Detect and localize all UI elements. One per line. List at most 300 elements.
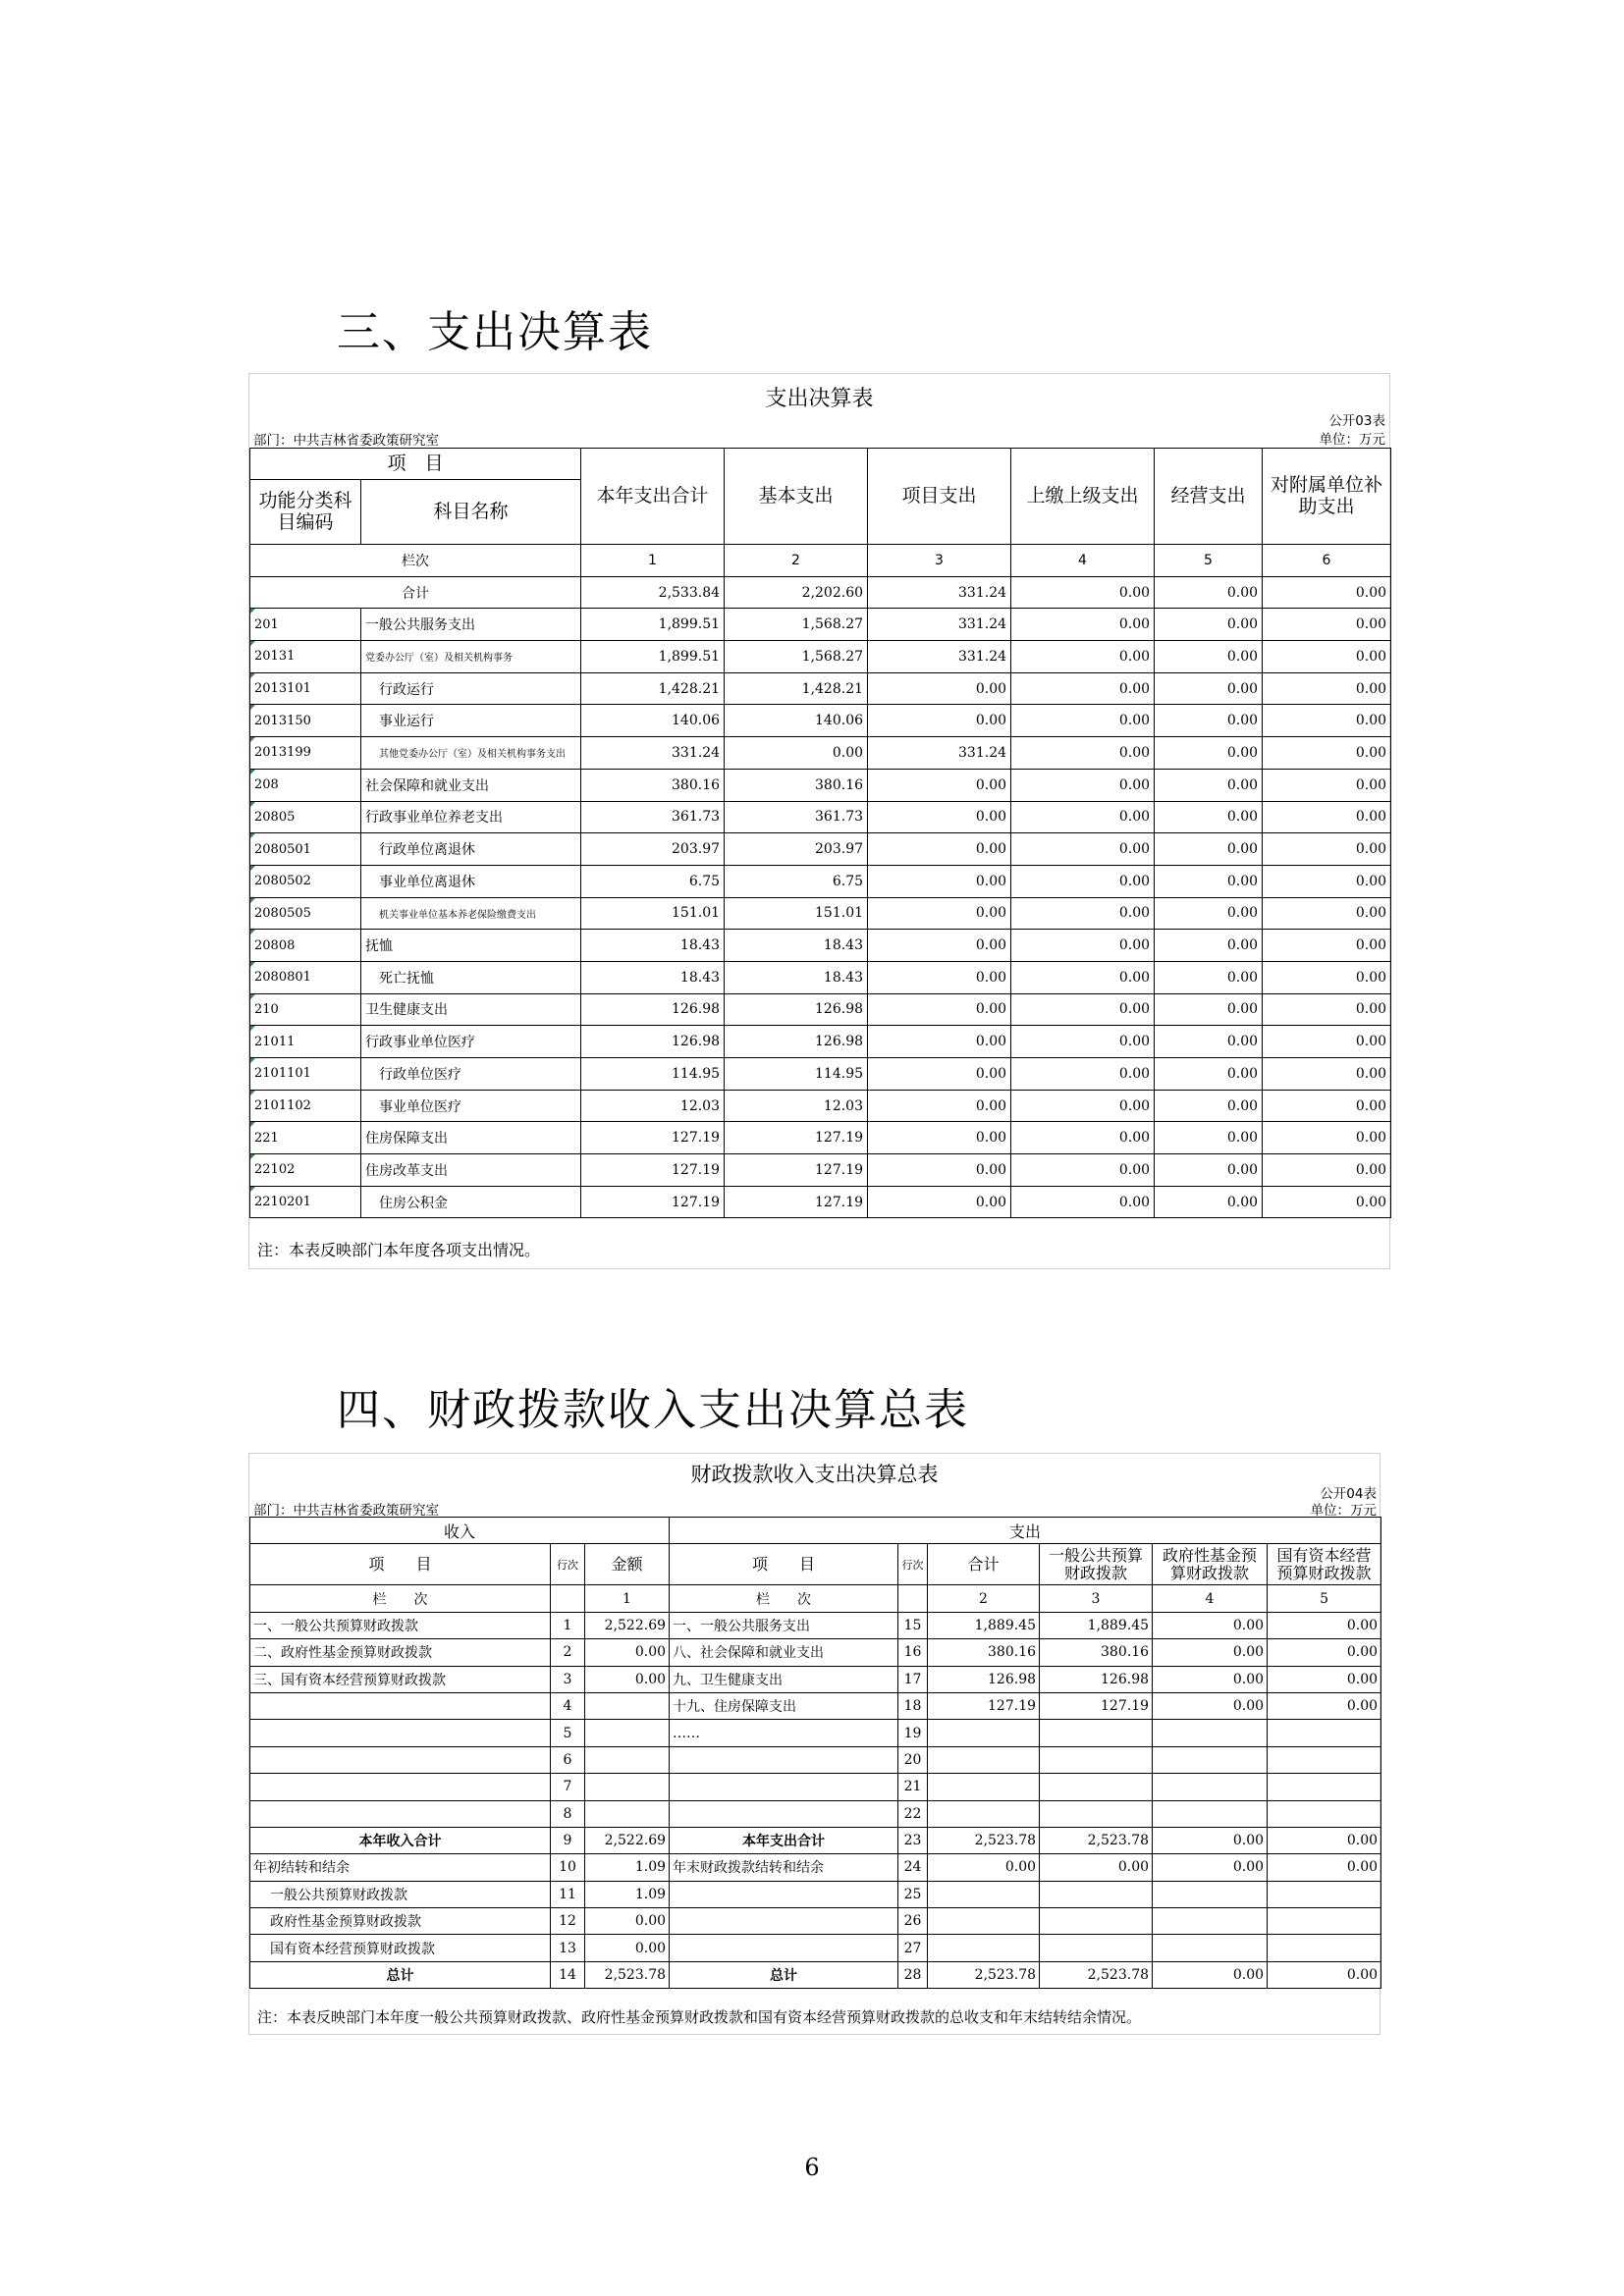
income-line-no: 1 bbox=[551, 1612, 585, 1638]
expense-line-no: 20 bbox=[898, 1746, 928, 1773]
amount-cell: 1,428.21 bbox=[581, 672, 725, 705]
amount-cell: 0.00 bbox=[725, 737, 868, 770]
expense-amount: 0.00 bbox=[1153, 1692, 1268, 1719]
amount-cell: 1,428.21 bbox=[725, 672, 868, 705]
table-row bbox=[250, 833, 1391, 866]
table-row bbox=[250, 1720, 1381, 1746]
total-cell: 2,202.60 bbox=[725, 576, 868, 609]
amount-cell: 0.00 bbox=[1155, 705, 1263, 737]
table-row bbox=[250, 1774, 1381, 1800]
amount-cell: 380.16 bbox=[725, 769, 868, 801]
amount-cell: 0.00 bbox=[1155, 1122, 1263, 1154]
amount-cell: 0.00 bbox=[1263, 1026, 1391, 1058]
subject-name: 住房改革支出 bbox=[361, 1154, 581, 1187]
income-amount: 2,523.78 bbox=[585, 1961, 670, 1988]
income-line-no: 3 bbox=[551, 1666, 585, 1692]
amount-cell: 18.43 bbox=[581, 961, 725, 993]
expense-item bbox=[670, 1800, 898, 1827]
income-item bbox=[250, 1800, 551, 1827]
table-row bbox=[250, 1090, 1391, 1122]
expense-item: 年末财政拨款结转和结余 bbox=[670, 1854, 898, 1881]
amount-cell: 0.00 bbox=[1155, 961, 1263, 993]
amount-cell: 18.43 bbox=[725, 930, 868, 962]
expense-amount: 0.00 bbox=[1268, 1961, 1381, 1988]
table-row bbox=[250, 1854, 1381, 1881]
subject-code: 210 bbox=[250, 993, 361, 1026]
amount-cell: 151.01 bbox=[725, 897, 868, 930]
amount-cell: 0.00 bbox=[868, 1058, 1011, 1091]
amount-cell: 0.00 bbox=[1263, 609, 1391, 641]
income-amount: 0.00 bbox=[585, 1908, 670, 1935]
expense-amount: 0.00 bbox=[1268, 1854, 1381, 1881]
expense-amount bbox=[1268, 1881, 1381, 1907]
expense-amount bbox=[1040, 1720, 1153, 1746]
subject-name: 行政事业单位医疗 bbox=[361, 1026, 581, 1058]
expense-amount bbox=[1268, 1908, 1381, 1935]
department-label: 部门：中共吉林省委政策研究室 bbox=[253, 1503, 439, 1519]
subject-code: 20805 bbox=[250, 801, 361, 833]
income-amount: 1.09 bbox=[585, 1881, 670, 1907]
subject-name: 行政运行 bbox=[361, 672, 581, 705]
income-item bbox=[250, 1774, 551, 1800]
amount-cell: 0.00 bbox=[1011, 1122, 1155, 1154]
amount-cell: 0.00 bbox=[1155, 1026, 1263, 1058]
amount-cell: 0.00 bbox=[1155, 769, 1263, 801]
income-header: 收入 bbox=[250, 1518, 670, 1544]
subject-code: 2013150 bbox=[250, 705, 361, 737]
income-item bbox=[250, 1720, 551, 1746]
amount-cell: 0.00 bbox=[1263, 641, 1391, 673]
expense-amount: 0.00 bbox=[1153, 1961, 1268, 1988]
subject-name: 一般公共服务支出 bbox=[361, 609, 581, 641]
amount-cell: 1,568.27 bbox=[725, 609, 868, 641]
expense-amount bbox=[1268, 1720, 1381, 1746]
expense-amount: 2,523.78 bbox=[1040, 1827, 1153, 1853]
income-line-header: 行次 bbox=[551, 1544, 585, 1585]
amount-cell: 331.24 bbox=[868, 609, 1011, 641]
header-col-5: 经营支出 bbox=[1155, 449, 1263, 545]
amount-cell: 127.19 bbox=[725, 1186, 868, 1218]
amount-cell: 331.24 bbox=[868, 737, 1011, 770]
expense-amount: 0.00 bbox=[1040, 1854, 1153, 1881]
col-no: 4 bbox=[1011, 545, 1155, 577]
expense-amount bbox=[1268, 1800, 1381, 1827]
expense-amount: 2,523.78 bbox=[1040, 1961, 1153, 1988]
total-cell: 2,533.84 bbox=[581, 576, 725, 609]
total-label: 合计 bbox=[250, 576, 581, 609]
table-row bbox=[250, 961, 1391, 993]
table-row bbox=[250, 1961, 1381, 1988]
income-amount bbox=[585, 1800, 670, 1827]
amount-cell: 0.00 bbox=[1263, 993, 1391, 1026]
amount-cell: 12.03 bbox=[581, 1090, 725, 1122]
expense-col-header: 合计 bbox=[928, 1544, 1040, 1585]
expense-item: 总计 bbox=[670, 1961, 898, 1988]
income-amount bbox=[585, 1692, 670, 1719]
amount-cell: 0.00 bbox=[1155, 1186, 1263, 1218]
subject-name: 卫生健康支出 bbox=[361, 993, 581, 1026]
income-line-no: 11 bbox=[551, 1881, 585, 1907]
expense-amount bbox=[1040, 1935, 1153, 1961]
income-amount: 2,522.69 bbox=[585, 1827, 670, 1853]
amount-cell: 0.00 bbox=[1011, 1090, 1155, 1122]
expense-col-header: 政府性基金预算财政拨款 bbox=[1153, 1544, 1268, 1585]
expense-header: 支出 bbox=[670, 1518, 1381, 1544]
expense-item-header: 项 目 bbox=[670, 1544, 898, 1585]
expense-line-no: 21 bbox=[898, 1774, 928, 1800]
amount-cell: 0.00 bbox=[1155, 930, 1263, 962]
amount-cell: 0.00 bbox=[868, 1026, 1011, 1058]
subject-name: 抚恤 bbox=[361, 930, 581, 962]
expense-line-no: 22 bbox=[898, 1800, 928, 1827]
amount-cell: 114.95 bbox=[581, 1058, 725, 1091]
amount-cell: 0.00 bbox=[1155, 865, 1263, 897]
table-row bbox=[250, 801, 1391, 833]
subject-code: 20131 bbox=[250, 641, 361, 673]
amount-cell: 1,899.51 bbox=[581, 609, 725, 641]
expense-amount: 0.00 bbox=[1268, 1612, 1381, 1638]
expense-amount: 0.00 bbox=[928, 1854, 1040, 1881]
income-item: 三、国有资本经营预算财政拨款 bbox=[250, 1666, 551, 1692]
col-no: 2 bbox=[928, 1585, 1040, 1612]
total-cell: 0.00 bbox=[1155, 576, 1263, 609]
expense-amount bbox=[1153, 1881, 1268, 1907]
amount-cell: 0.00 bbox=[1155, 641, 1263, 673]
expense-amount: 380.16 bbox=[1040, 1639, 1153, 1666]
income-line-no: 9 bbox=[551, 1827, 585, 1853]
table-row bbox=[250, 1122, 1391, 1154]
expense-col-header: 一般公共预算财政拨款 bbox=[1040, 1544, 1153, 1585]
amount-cell: 126.98 bbox=[725, 993, 868, 1026]
subject-code: 2080801 bbox=[250, 961, 361, 993]
table-row bbox=[250, 1881, 1381, 1907]
table-row bbox=[250, 1935, 1381, 1961]
expense-amount bbox=[1268, 1746, 1381, 1773]
income-item: 一般公共预算财政拨款 bbox=[250, 1881, 551, 1907]
col-no: 5 bbox=[1155, 545, 1263, 577]
expense-line-no: 19 bbox=[898, 1720, 928, 1746]
appropriation-table bbox=[249, 1517, 1381, 1989]
amount-cell: 0.00 bbox=[868, 1154, 1011, 1187]
subject-code: 2210201 bbox=[250, 1186, 361, 1218]
amount-cell: 6.75 bbox=[581, 865, 725, 897]
amount-cell: 380.16 bbox=[581, 769, 725, 801]
subject-name: 住房公积金 bbox=[361, 1186, 581, 1218]
subject-name: 行政单位医疗 bbox=[361, 1058, 581, 1091]
subject-code: 2080501 bbox=[250, 833, 361, 866]
expense-item bbox=[670, 1908, 898, 1935]
amount-cell: 0.00 bbox=[1011, 641, 1155, 673]
expense-line-no: 16 bbox=[898, 1639, 928, 1666]
expense-amount bbox=[1153, 1908, 1268, 1935]
amount-cell: 127.19 bbox=[725, 1154, 868, 1187]
expense-line-no: 24 bbox=[898, 1854, 928, 1881]
header-code: 功能分类科目编码 bbox=[250, 480, 361, 545]
expense-line-no: 23 bbox=[898, 1827, 928, 1853]
section4-heading: 四、财政拨款收入支出决算总表 bbox=[337, 1385, 969, 1435]
table-row bbox=[250, 993, 1391, 1026]
amount-cell: 0.00 bbox=[1155, 1058, 1263, 1091]
amount-cell: 0.00 bbox=[1011, 737, 1155, 770]
expense-amount: 1,889.45 bbox=[1040, 1612, 1153, 1638]
col-no: 2 bbox=[725, 545, 868, 577]
expense-line-no: 15 bbox=[898, 1612, 928, 1638]
form-number: 公开04表 bbox=[1320, 1486, 1377, 1502]
amount-cell: 127.19 bbox=[581, 1122, 725, 1154]
subject-code: 20808 bbox=[250, 930, 361, 962]
expense-item: 十九、住房保障支出 bbox=[670, 1692, 898, 1719]
income-item bbox=[250, 1692, 551, 1719]
table-row bbox=[250, 1639, 1381, 1666]
col-no: 3 bbox=[1040, 1585, 1153, 1612]
income-line-no: 5 bbox=[551, 1720, 585, 1746]
income-amount-header: 金额 bbox=[585, 1544, 670, 1585]
expense-amount bbox=[1040, 1908, 1153, 1935]
expense-amount bbox=[1153, 1800, 1268, 1827]
amount-cell: 0.00 bbox=[1155, 897, 1263, 930]
expense-amount: 0.00 bbox=[1153, 1639, 1268, 1666]
amount-cell: 0.00 bbox=[1263, 769, 1391, 801]
subject-code: 2080505 bbox=[250, 897, 361, 930]
amount-cell: 0.00 bbox=[1011, 769, 1155, 801]
table-row bbox=[250, 1186, 1391, 1218]
amount-cell: 151.01 bbox=[581, 897, 725, 930]
total-cell: 331.24 bbox=[868, 576, 1011, 609]
expense-amount: 0.00 bbox=[1268, 1666, 1381, 1692]
expense-amount bbox=[928, 1746, 1040, 1773]
table-row bbox=[250, 1058, 1391, 1091]
expense-line-no: 28 bbox=[898, 1961, 928, 1988]
amount-cell: 0.00 bbox=[1155, 609, 1263, 641]
table-row bbox=[250, 1026, 1391, 1058]
amount-cell: 0.00 bbox=[868, 833, 1011, 866]
amount-cell: 126.98 bbox=[581, 993, 725, 1026]
expense-amount bbox=[928, 1935, 1040, 1961]
expense-item: …… bbox=[670, 1720, 898, 1746]
expense-amount: 0.00 bbox=[1153, 1827, 1268, 1853]
subject-name: 事业运行 bbox=[361, 705, 581, 737]
expense-item bbox=[670, 1881, 898, 1907]
expense-amount: 127.19 bbox=[928, 1692, 1040, 1719]
income-line-no: 8 bbox=[551, 1800, 585, 1827]
col-no: 1 bbox=[581, 545, 725, 577]
expense-item: 本年支出合计 bbox=[670, 1827, 898, 1853]
expense-item bbox=[670, 1774, 898, 1800]
expense-line-header: 行次 bbox=[898, 1544, 928, 1585]
total-cell: 0.00 bbox=[1011, 576, 1155, 609]
amount-cell: 0.00 bbox=[1011, 961, 1155, 993]
amount-cell: 0.00 bbox=[1263, 1186, 1391, 1218]
amount-cell: 0.00 bbox=[1263, 897, 1391, 930]
table-row bbox=[250, 1612, 1381, 1638]
amount-cell: 0.00 bbox=[868, 769, 1011, 801]
amount-cell: 6.75 bbox=[725, 865, 868, 897]
expense-line-no: 27 bbox=[898, 1935, 928, 1961]
amount-cell: 0.00 bbox=[1011, 672, 1155, 705]
expense-amount bbox=[1268, 1774, 1381, 1800]
table-row bbox=[250, 705, 1391, 737]
amount-cell: 0.00 bbox=[868, 1122, 1011, 1154]
expense-item: 一、一般公共服务支出 bbox=[670, 1612, 898, 1638]
amount-cell: 0.00 bbox=[1011, 801, 1155, 833]
table-title: 支出决算表 bbox=[765, 387, 874, 411]
subject-name: 事业单位离退休 bbox=[361, 865, 581, 897]
amount-cell: 0.00 bbox=[1011, 705, 1155, 737]
amount-cell: 0.00 bbox=[1155, 993, 1263, 1026]
col-no: 1 bbox=[585, 1585, 670, 1612]
subject-name: 党委办公厅（室）及相关机构事务 bbox=[361, 641, 581, 673]
income-line-no: 10 bbox=[551, 1854, 585, 1881]
expense-amount: 1,889.45 bbox=[928, 1612, 1040, 1638]
amount-cell: 0.00 bbox=[1155, 1090, 1263, 1122]
table-row bbox=[250, 769, 1391, 801]
table-row bbox=[250, 1666, 1381, 1692]
header-col-2: 基本支出 bbox=[725, 449, 868, 545]
table-row bbox=[250, 609, 1391, 641]
expense-amount bbox=[1040, 1774, 1153, 1800]
amount-cell: 0.00 bbox=[1263, 961, 1391, 993]
amount-cell: 0.00 bbox=[1011, 833, 1155, 866]
income-item: 年初结转和结余 bbox=[250, 1854, 551, 1881]
table-row bbox=[250, 1746, 1381, 1773]
table-row bbox=[250, 672, 1391, 705]
amount-cell: 0.00 bbox=[1263, 1154, 1391, 1187]
amount-cell: 0.00 bbox=[868, 1090, 1011, 1122]
income-item bbox=[250, 1746, 551, 1773]
expense-amount bbox=[1040, 1881, 1153, 1907]
income-amount: 0.00 bbox=[585, 1935, 670, 1961]
amount-cell: 0.00 bbox=[868, 897, 1011, 930]
section3-heading: 三、支出决算表 bbox=[337, 307, 653, 357]
table-note: 注：本表反映部门本年度各项支出情况。 bbox=[257, 1241, 541, 1259]
amount-cell: 140.06 bbox=[581, 705, 725, 737]
table-title: 财政拨款收入支出决算总表 bbox=[690, 1463, 939, 1486]
amount-cell: 0.00 bbox=[1011, 993, 1155, 1026]
subject-code: 21011 bbox=[250, 1026, 361, 1058]
amount-cell: 203.97 bbox=[581, 833, 725, 866]
total-cell: 0.00 bbox=[1263, 576, 1391, 609]
header-item: 项 目 bbox=[250, 449, 581, 480]
subject-name: 事业单位医疗 bbox=[361, 1090, 581, 1122]
table-note: 注：本表反映部门本年度一般公共预算财政拨款、政府性基金预算财政拨款和国有资本经营预算财政拨款的总收支和年末结转结余情况。 bbox=[257, 2008, 1142, 2026]
expense-amount: 0.00 bbox=[1268, 1692, 1381, 1719]
unit-label: 单位：万元 bbox=[1310, 1503, 1377, 1519]
amount-cell: 0.00 bbox=[1263, 930, 1391, 962]
amount-cell: 0.00 bbox=[1011, 865, 1155, 897]
expense-amount: 126.98 bbox=[928, 1666, 1040, 1692]
income-item: 二、政府性基金预算财政拨款 bbox=[250, 1639, 551, 1666]
expense-line-no: 18 bbox=[898, 1692, 928, 1719]
expense-amount bbox=[1153, 1935, 1268, 1961]
amount-cell: 1,899.51 bbox=[581, 641, 725, 673]
table-row bbox=[250, 641, 1391, 673]
table-row bbox=[250, 1692, 1381, 1719]
table-row bbox=[250, 1800, 1381, 1827]
amount-cell: 0.00 bbox=[868, 705, 1011, 737]
amount-cell: 0.00 bbox=[868, 865, 1011, 897]
table-row bbox=[250, 1827, 1381, 1853]
amount-cell: 0.00 bbox=[1155, 737, 1263, 770]
income-amount bbox=[585, 1746, 670, 1773]
amount-cell: 126.98 bbox=[725, 1026, 868, 1058]
expense-amount bbox=[1040, 1746, 1153, 1773]
expense-amount bbox=[1153, 1720, 1268, 1746]
amount-cell: 0.00 bbox=[1263, 705, 1391, 737]
expense-amount: 2,523.78 bbox=[928, 1827, 1040, 1853]
subject-name: 其他党委办公厅（室）及相关机构事务支出 bbox=[361, 737, 581, 770]
amount-cell: 127.19 bbox=[581, 1154, 725, 1187]
amount-cell: 0.00 bbox=[1011, 1186, 1155, 1218]
income-line-no: 7 bbox=[551, 1774, 585, 1800]
expense-amount: 0.00 bbox=[1153, 1612, 1268, 1638]
income-line-no: 12 bbox=[551, 1908, 585, 1935]
subject-code: 2080502 bbox=[250, 865, 361, 897]
amount-cell: 361.73 bbox=[725, 801, 868, 833]
expense-line-no: 17 bbox=[898, 1666, 928, 1692]
expenditure-table bbox=[249, 448, 1391, 1218]
expense-amount: 380.16 bbox=[928, 1639, 1040, 1666]
income-item: 一、一般公共预算财政拨款 bbox=[250, 1612, 551, 1638]
expense-amount: 0.00 bbox=[1268, 1827, 1381, 1853]
income-item: 国有资本经营预算财政拨款 bbox=[250, 1935, 551, 1961]
income-amount: 1.09 bbox=[585, 1854, 670, 1881]
amount-cell: 140.06 bbox=[725, 705, 868, 737]
table-row bbox=[250, 865, 1391, 897]
income-amount bbox=[585, 1774, 670, 1800]
appropriation-table-frame bbox=[248, 1453, 1380, 2035]
expense-line-no: 25 bbox=[898, 1881, 928, 1907]
col-no: 5 bbox=[1268, 1585, 1381, 1612]
income-line-no: 13 bbox=[551, 1935, 585, 1961]
amount-cell: 0.00 bbox=[1011, 1026, 1155, 1058]
amount-cell: 0.00 bbox=[1155, 801, 1263, 833]
expense-amount: 0.00 bbox=[1153, 1666, 1268, 1692]
amount-cell: 331.24 bbox=[581, 737, 725, 770]
amount-cell: 203.97 bbox=[725, 833, 868, 866]
header-col-3: 项目支出 bbox=[868, 449, 1011, 545]
amount-cell: 0.00 bbox=[1155, 672, 1263, 705]
expense-amount: 126.98 bbox=[1040, 1666, 1153, 1692]
income-line-no: 2 bbox=[551, 1639, 585, 1666]
amount-cell: 1,568.27 bbox=[725, 641, 868, 673]
expense-amount bbox=[1268, 1935, 1381, 1961]
amount-cell: 0.00 bbox=[868, 1186, 1011, 1218]
amount-cell: 114.95 bbox=[725, 1058, 868, 1091]
subject-name: 住房保障支出 bbox=[361, 1122, 581, 1154]
amount-cell: 0.00 bbox=[1263, 1122, 1391, 1154]
amount-cell: 0.00 bbox=[1263, 1058, 1391, 1091]
subject-code: 22102 bbox=[250, 1154, 361, 1187]
expense-amount bbox=[928, 1774, 1040, 1800]
amount-cell: 331.24 bbox=[868, 641, 1011, 673]
income-amount: 0.00 bbox=[585, 1666, 670, 1692]
expenditure-table-frame bbox=[248, 373, 1390, 1269]
amount-cell: 12.03 bbox=[725, 1090, 868, 1122]
expense-amount bbox=[928, 1908, 1040, 1935]
page-number: 6 bbox=[804, 2154, 820, 2181]
income-line-no: 6 bbox=[551, 1746, 585, 1773]
amount-cell: 0.00 bbox=[1011, 1058, 1155, 1091]
subject-name: 行政事业单位养老支出 bbox=[361, 801, 581, 833]
amount-cell: 0.00 bbox=[1263, 737, 1391, 770]
expense-item: 九、卫生健康支出 bbox=[670, 1666, 898, 1692]
table-row bbox=[250, 737, 1391, 770]
amount-cell: 361.73 bbox=[581, 801, 725, 833]
header-col-6: 对附属单位补助支出 bbox=[1263, 449, 1391, 545]
amount-cell: 0.00 bbox=[1155, 1154, 1263, 1187]
expense-amount bbox=[1153, 1746, 1268, 1773]
col-no: 3 bbox=[868, 545, 1011, 577]
